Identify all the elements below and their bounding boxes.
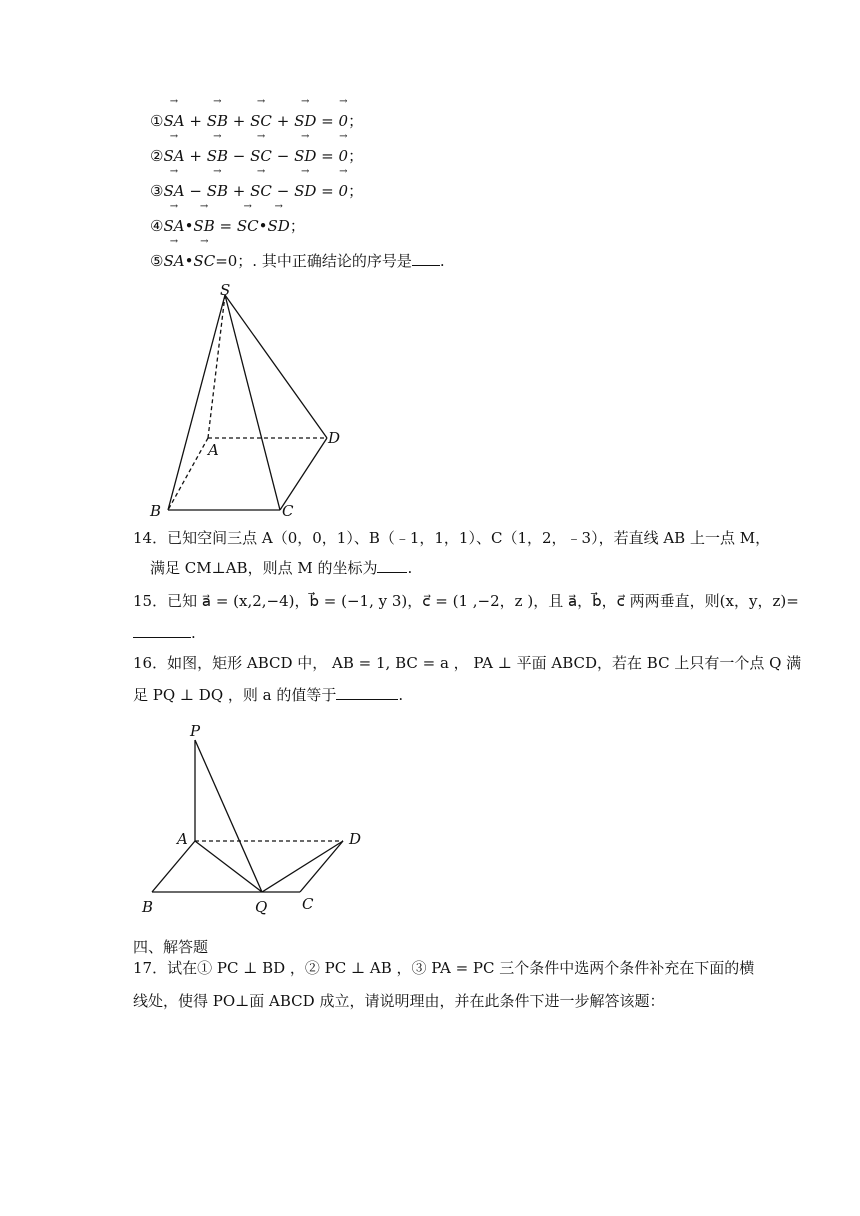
vector-sa: → SA: [163, 180, 184, 202]
answer-blank[interactable]: [412, 251, 440, 266]
statement-5: [150, 250, 445, 272]
section-title: 四、解答题: [133, 938, 209, 956]
vector-sc: → SC: [250, 145, 272, 167]
edge-ab: [152, 841, 195, 892]
operator: =: [321, 182, 334, 200]
edge-sc: [225, 295, 280, 510]
item-marker: ③: [150, 182, 164, 200]
item-marker: ④: [150, 217, 164, 235]
vertex-label-c: C: [282, 502, 294, 520]
vector-sb: → SB: [193, 215, 214, 237]
vector-sa: → SA: [163, 145, 184, 167]
item-tail: ；: [348, 112, 364, 130]
statement-3: [150, 180, 363, 202]
item-marker: ②: [150, 147, 164, 165]
operator: •: [184, 252, 194, 270]
answer-blank[interactable]: [377, 558, 407, 573]
vertex-label-a: A: [177, 830, 188, 848]
zero-vector: → 0: [339, 145, 349, 167]
vector-sc: → SC: [193, 250, 215, 272]
vertex-label-b: B: [142, 898, 154, 916]
edge-sa-hidden: [208, 295, 225, 438]
edge-dq: [262, 841, 343, 892]
question-end: .: [407, 559, 413, 577]
question-end: .: [191, 624, 196, 642]
edge-cd: [300, 841, 343, 892]
zero-vector: → 0: [339, 180, 349, 202]
vertex-label-b: B: [150, 502, 162, 520]
question-14-line1: 14．已知空间三点 A（0，0，1）、B（﹣1，1，1）、C（1，2，﹣3），若直线 AB 上一点 M，: [133, 529, 771, 547]
item-tail: ；: [348, 182, 364, 200]
rectangle-figure: [135, 720, 375, 920]
vertex-label-a: A: [208, 441, 219, 459]
operator: +: [276, 112, 290, 130]
edge-sb: [168, 295, 225, 510]
item-tail: ；: [348, 147, 364, 165]
question-14-line2: [150, 557, 412, 579]
vector-sc: → SC: [250, 180, 272, 202]
question-17-line1: 17．试在① PC ⊥ BD ，② PC ⊥ AB ，③ PA = PC 三个条件中选两个条件补充在下面的横: [133, 959, 755, 977]
vector-sc: → SC: [237, 215, 259, 237]
question-15-line1: 15．已知 a⃗ = (x,2,−4)，b⃗ = (−1, y 3)，c⃗ = (1 ,−2，z )，且 a⃗，b⃗，c⃗ 两两垂直，则(x，y，z)=: [133, 592, 799, 610]
answer-blank[interactable]: [133, 623, 191, 638]
edge-cd: [280, 438, 327, 510]
edge-pq: [195, 740, 262, 892]
vector-sb: → SB: [207, 145, 228, 167]
zero-vector: → 0: [339, 110, 349, 132]
vector-sb: → SB: [207, 110, 228, 132]
operator: •: [258, 217, 268, 235]
operator: =: [219, 217, 233, 235]
vector-sa: → SA: [163, 215, 184, 237]
operator: +: [232, 112, 246, 130]
vertex-label-s: S: [220, 281, 231, 299]
operator: +: [189, 147, 202, 165]
vertex-label-c: C: [302, 895, 314, 913]
vertex-label-d: D: [328, 429, 341, 447]
vertex-label-q: Q: [255, 898, 268, 916]
item-tail: ；: [289, 217, 305, 235]
statement-4: [150, 215, 305, 237]
question-end: .: [398, 686, 404, 704]
answer-blank[interactable]: [336, 685, 398, 700]
operator: −: [232, 147, 246, 165]
vector-sd: → SD: [294, 145, 316, 167]
vector-sd: → SD: [268, 215, 290, 237]
question-16-line2: [133, 684, 403, 706]
statement-2: [150, 145, 363, 167]
vertex-label-d: D: [349, 830, 362, 848]
item-marker: ⑤: [150, 252, 164, 270]
operator: −: [189, 182, 202, 200]
vector-sd: → SD: [294, 110, 316, 132]
statement-1: [150, 110, 363, 132]
operator: =: [321, 112, 334, 130]
operator: −: [276, 182, 290, 200]
edge-aq: [195, 841, 262, 892]
question-16-line1: 16．如图，矩形 ABCD 中， AB = 1, BC = a ， PA ⊥ 平面 ABCD，若在 BC 上只有一个点 Q 满: [133, 654, 802, 672]
vector-sb: → SB: [207, 180, 228, 202]
operator: +: [232, 182, 246, 200]
operator: −: [276, 147, 290, 165]
question-text: 满足 CM⊥AB，则点 M 的坐标为: [150, 559, 378, 577]
item-marker: ①: [150, 112, 164, 130]
question-text: 足 PQ ⊥ DQ ，则 a 的值等于: [133, 686, 337, 704]
vertex-label-p: P: [190, 722, 201, 740]
pyramid-figure: [140, 280, 360, 520]
vector-sc: → SC: [250, 110, 272, 132]
statement-text: =0；. 其中正确结论的序号是: [215, 252, 412, 270]
question-17-line2: 线处，使得 PO⊥面 ABCD 成立，请说明理由，并在此条件下进一步解答该题：: [133, 992, 665, 1010]
edge-ab-hidden: [168, 438, 208, 510]
operator: +: [189, 112, 202, 130]
question-15-line2: [133, 622, 196, 644]
operator: =: [321, 147, 334, 165]
edge-sd: [225, 295, 327, 438]
operator: •: [184, 217, 194, 235]
vector-sa: → SA: [163, 250, 184, 272]
vector-sa: → SA: [163, 110, 184, 132]
statement-end: .: [439, 252, 445, 270]
vector-sd: → SD: [294, 180, 316, 202]
